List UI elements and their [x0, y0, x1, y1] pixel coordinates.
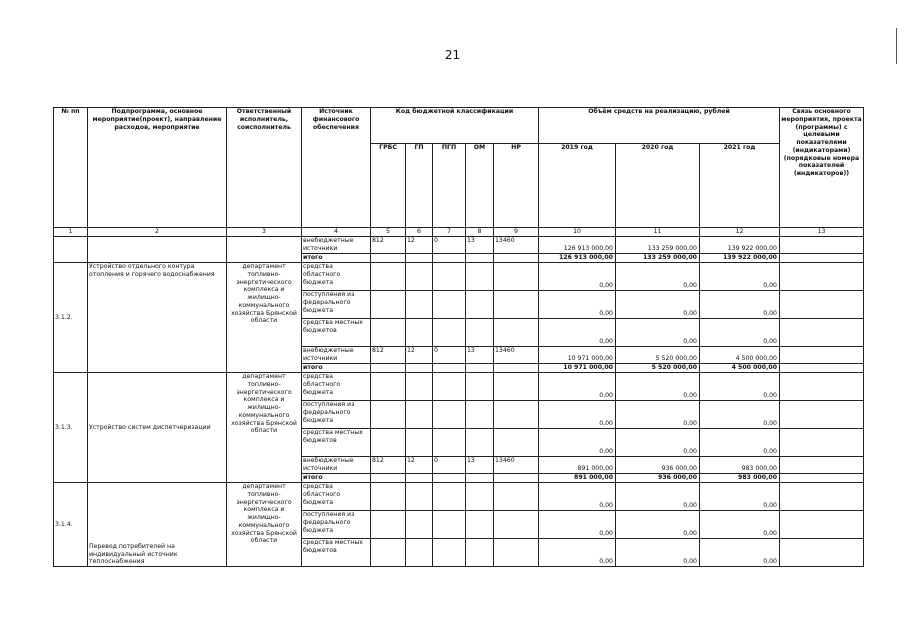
grbs-cell [371, 474, 406, 483]
grbs-cell [371, 401, 406, 429]
amount-2019: 0,00 [539, 483, 616, 511]
amount-2019: 10 971 000,00 [539, 347, 616, 364]
item-number: 3.1.4. [54, 483, 88, 567]
program-cell [88, 237, 227, 263]
nr-cell [494, 483, 539, 511]
link-cell [780, 237, 864, 254]
source-cell: средства местных бюджетов [302, 539, 371, 567]
amount-2020: 0,00 [616, 263, 700, 291]
source-cell: итого [302, 474, 371, 483]
amount-2020: 0,00 [616, 291, 700, 319]
om-cell: 13 [466, 457, 494, 474]
amount-2020: 0,00 [616, 483, 700, 511]
amount-2020: 5 520 000,00 [616, 364, 700, 373]
grbs-cell [371, 539, 406, 567]
om-cell: 13 [466, 347, 494, 364]
nr-cell [494, 401, 539, 429]
gp-cell [406, 263, 433, 291]
item-name: Перевод потребителей на индивидуальный источник теплоснабжения [88, 483, 227, 567]
header-num: № пп [54, 108, 88, 228]
amount-2021: 0,00 [700, 401, 780, 429]
col-number: 11 [616, 228, 700, 237]
nr-cell: 13460 [494, 457, 539, 474]
amount-2021: 0,00 [700, 291, 780, 319]
grbs-cell [371, 364, 406, 373]
amount-2021: 139 922 000,00 [700, 254, 780, 263]
gp-cell [406, 429, 433, 457]
link-cell [780, 347, 864, 364]
nr-cell: 13460 [494, 347, 539, 364]
amount-2019: 0,00 [539, 373, 616, 401]
amount-2021: 139 922 000,00 [700, 237, 780, 254]
col-number: 4 [302, 228, 371, 237]
pgp-cell [433, 483, 466, 511]
header-volume: Объём средств на реализацию, рублей [539, 108, 780, 144]
amount-2020: 0,00 [616, 511, 700, 539]
link-cell [780, 539, 864, 567]
amount-2019: 891 000,00 [539, 457, 616, 474]
col-number: 6 [406, 228, 433, 237]
link-cell [780, 401, 864, 429]
amount-2021: 0,00 [700, 429, 780, 457]
om-cell [466, 474, 494, 483]
link-cell [780, 291, 864, 319]
gp-cell [406, 319, 433, 347]
nr-cell [494, 474, 539, 483]
gp-cell: 12 [406, 237, 433, 254]
header-2019: 2019 год [539, 144, 616, 228]
pgp-cell [433, 511, 466, 539]
nr-cell [494, 364, 539, 373]
amount-2020: 936 000,00 [616, 457, 700, 474]
amount-2019: 126 913 000,00 [539, 254, 616, 263]
pgp-cell [433, 263, 466, 291]
source-cell: поступления из федерального бюджета [302, 511, 371, 539]
col-number: 10 [539, 228, 616, 237]
gp-cell [406, 483, 433, 511]
page-number: 21 [444, 48, 461, 62]
om-cell [466, 254, 494, 263]
gp-cell [406, 254, 433, 263]
grbs-cell [371, 429, 406, 457]
link-cell [780, 373, 864, 401]
nr-cell [494, 254, 539, 263]
gp-cell [406, 291, 433, 319]
amount-2019: 0,00 [539, 319, 616, 347]
executor-cell [227, 237, 302, 263]
gp-cell: 12 [406, 347, 433, 364]
page-edge-mark [896, 28, 897, 64]
amount-2020: 0,00 [616, 401, 700, 429]
item-executor: департамент топливно-энергетического комплекса и жилищно-коммунального хозяйства Брянской области [227, 263, 302, 373]
amount-2020: 0,00 [616, 373, 700, 401]
col-number: 9 [494, 228, 539, 237]
grbs-cell [371, 319, 406, 347]
om-cell [466, 319, 494, 347]
source-cell: внебюджетные источники [302, 237, 371, 254]
pgp-cell [433, 254, 466, 263]
nr-cell [494, 511, 539, 539]
col-number: 1 [54, 228, 88, 237]
table-row [54, 483, 864, 511]
gp-cell: 12 [406, 457, 433, 474]
table-row [54, 373, 864, 401]
amount-2021: 0,00 [700, 319, 780, 347]
pgp-cell [433, 364, 466, 373]
amount-2021: 0,00 [700, 263, 780, 291]
col-number: 8 [466, 228, 494, 237]
om-cell [466, 401, 494, 429]
gp-cell [406, 474, 433, 483]
pgp-cell: 0 [433, 347, 466, 364]
col-number: 13 [780, 228, 864, 237]
amount-2020: 0,00 [616, 539, 700, 567]
om-cell [466, 539, 494, 567]
item-executor: департамент топливно-энергетического комплекса и жилищно-коммунального хозяйства Брянской области [227, 483, 302, 567]
header-executor: Ответственный исполнитель, соисполнитель [227, 108, 302, 228]
pgp-cell [433, 539, 466, 567]
nr-cell [494, 319, 539, 347]
amount-2020: 133 259 000,00 [616, 237, 700, 254]
gp-cell [406, 539, 433, 567]
amount-2021: 0,00 [700, 539, 780, 567]
gp-cell [406, 364, 433, 373]
num-cell [54, 237, 88, 263]
amount-2021: 983 000,00 [700, 457, 780, 474]
link-cell [780, 254, 864, 263]
amount-2019: 891 000,00 [539, 474, 616, 483]
item-name: Устройство отдельного контура отопления и горячего водоснабжения [88, 263, 227, 373]
grbs-cell [371, 291, 406, 319]
om-cell [466, 429, 494, 457]
grbs-cell [371, 373, 406, 401]
item-number: 3.1.2. [54, 263, 88, 373]
pgp-cell [433, 319, 466, 347]
budget-table [53, 107, 864, 567]
amount-2021: 0,00 [700, 511, 780, 539]
source-cell: внебюджетные источники [302, 347, 371, 364]
amount-2021: 4 500 000,00 [700, 347, 780, 364]
item-name: Устройство систем диспетчеризации [88, 373, 227, 483]
source-cell: средства местных бюджетов [302, 319, 371, 347]
grbs-cell: 812 [371, 457, 406, 474]
pgp-cell [433, 291, 466, 319]
amount-2021: 0,00 [700, 373, 780, 401]
amount-2020: 5 520 000,00 [616, 347, 700, 364]
amount-2020: 936 000,00 [616, 474, 700, 483]
pgp-cell [433, 429, 466, 457]
link-cell [780, 429, 864, 457]
source-cell: итого [302, 254, 371, 263]
amount-2020: 0,00 [616, 429, 700, 457]
col-number: 7 [433, 228, 466, 237]
pgp-cell [433, 401, 466, 429]
grbs-cell [371, 483, 406, 511]
source-cell: поступления из федерального бюджета [302, 401, 371, 429]
header-pgp: ПГП [433, 144, 466, 228]
header-grbs: ГРБС [371, 144, 406, 228]
link-cell [780, 511, 864, 539]
header-om: ОМ [466, 144, 494, 228]
grbs-cell: 812 [371, 237, 406, 254]
amount-2020: 0,00 [616, 319, 700, 347]
item-executor: департамент топливно-энергетического комплекса и жилищно-коммунального хозяйства Брянской области [227, 373, 302, 483]
om-cell [466, 263, 494, 291]
source-cell: средства областного бюджета [302, 263, 371, 291]
header-nr: НР [494, 144, 539, 228]
col-number: 12 [700, 228, 780, 237]
amount-2021: 0,00 [700, 483, 780, 511]
grbs-cell: 812 [371, 347, 406, 364]
nr-cell [494, 373, 539, 401]
pgp-cell [433, 474, 466, 483]
link-cell [780, 364, 864, 373]
table-row [54, 263, 864, 291]
link-cell [780, 474, 864, 483]
source-cell: внебюджетные источники [302, 457, 371, 474]
col-number: 5 [371, 228, 406, 237]
link-cell [780, 483, 864, 511]
col-number: 3 [227, 228, 302, 237]
om-cell: 13 [466, 237, 494, 254]
gp-cell [406, 373, 433, 401]
source-cell: средства областного бюджета [302, 373, 371, 401]
nr-cell: 13460 [494, 237, 539, 254]
header-2020: 2020 год [616, 144, 700, 228]
link-cell [780, 319, 864, 347]
column-numbers-row [54, 228, 864, 237]
nr-cell [494, 539, 539, 567]
om-cell [466, 511, 494, 539]
amount-2019: 0,00 [539, 429, 616, 457]
col-number: 2 [88, 228, 227, 237]
nr-cell [494, 263, 539, 291]
grbs-cell [371, 254, 406, 263]
amount-2021: 983 000,00 [700, 474, 780, 483]
item-number: 3.1.3. [54, 373, 88, 483]
amount-2019: 10 971 000,00 [539, 364, 616, 373]
amount-2020: 133 259 000,00 [616, 254, 700, 263]
header-budget-code: Код бюджетной классификации [371, 108, 539, 144]
link-cell [780, 457, 864, 474]
pgp-cell: 0 [433, 457, 466, 474]
header-gp: ГП [406, 144, 433, 228]
source-cell: итого [302, 364, 371, 373]
amount-2021: 4 500 000,00 [700, 364, 780, 373]
amount-2019: 0,00 [539, 539, 616, 567]
om-cell [466, 483, 494, 511]
om-cell [466, 373, 494, 401]
header-2021: 2021 год [700, 144, 780, 228]
amount-2019: 0,00 [539, 511, 616, 539]
header-program: Подпрограмма, основное мероприятие(проект), направление расходов, мероприятие [88, 108, 227, 228]
link-cell [780, 263, 864, 291]
header-link: Связь основного мероприятия, проекта (программы) с целевыми показателями (индикаторами) (порядковые номера показателей (индикаторов)) [780, 108, 864, 228]
table-row [54, 237, 864, 254]
amount-2019: 0,00 [539, 291, 616, 319]
grbs-cell [371, 263, 406, 291]
gp-cell [406, 511, 433, 539]
nr-cell [494, 429, 539, 457]
header-source: Источник финансового обеспечения [302, 108, 371, 228]
om-cell [466, 291, 494, 319]
source-cell: поступления из федерального бюджета [302, 291, 371, 319]
om-cell [466, 364, 494, 373]
amount-2019: 0,00 [539, 263, 616, 291]
amount-2019: 126 913 000,00 [539, 237, 616, 254]
pgp-cell [433, 373, 466, 401]
source-cell: средства местных бюджетов [302, 429, 371, 457]
amount-2019: 0,00 [539, 401, 616, 429]
gp-cell [406, 401, 433, 429]
grbs-cell [371, 511, 406, 539]
nr-cell [494, 291, 539, 319]
pgp-cell: 0 [433, 237, 466, 254]
source-cell: средства областного бюджета [302, 483, 371, 511]
